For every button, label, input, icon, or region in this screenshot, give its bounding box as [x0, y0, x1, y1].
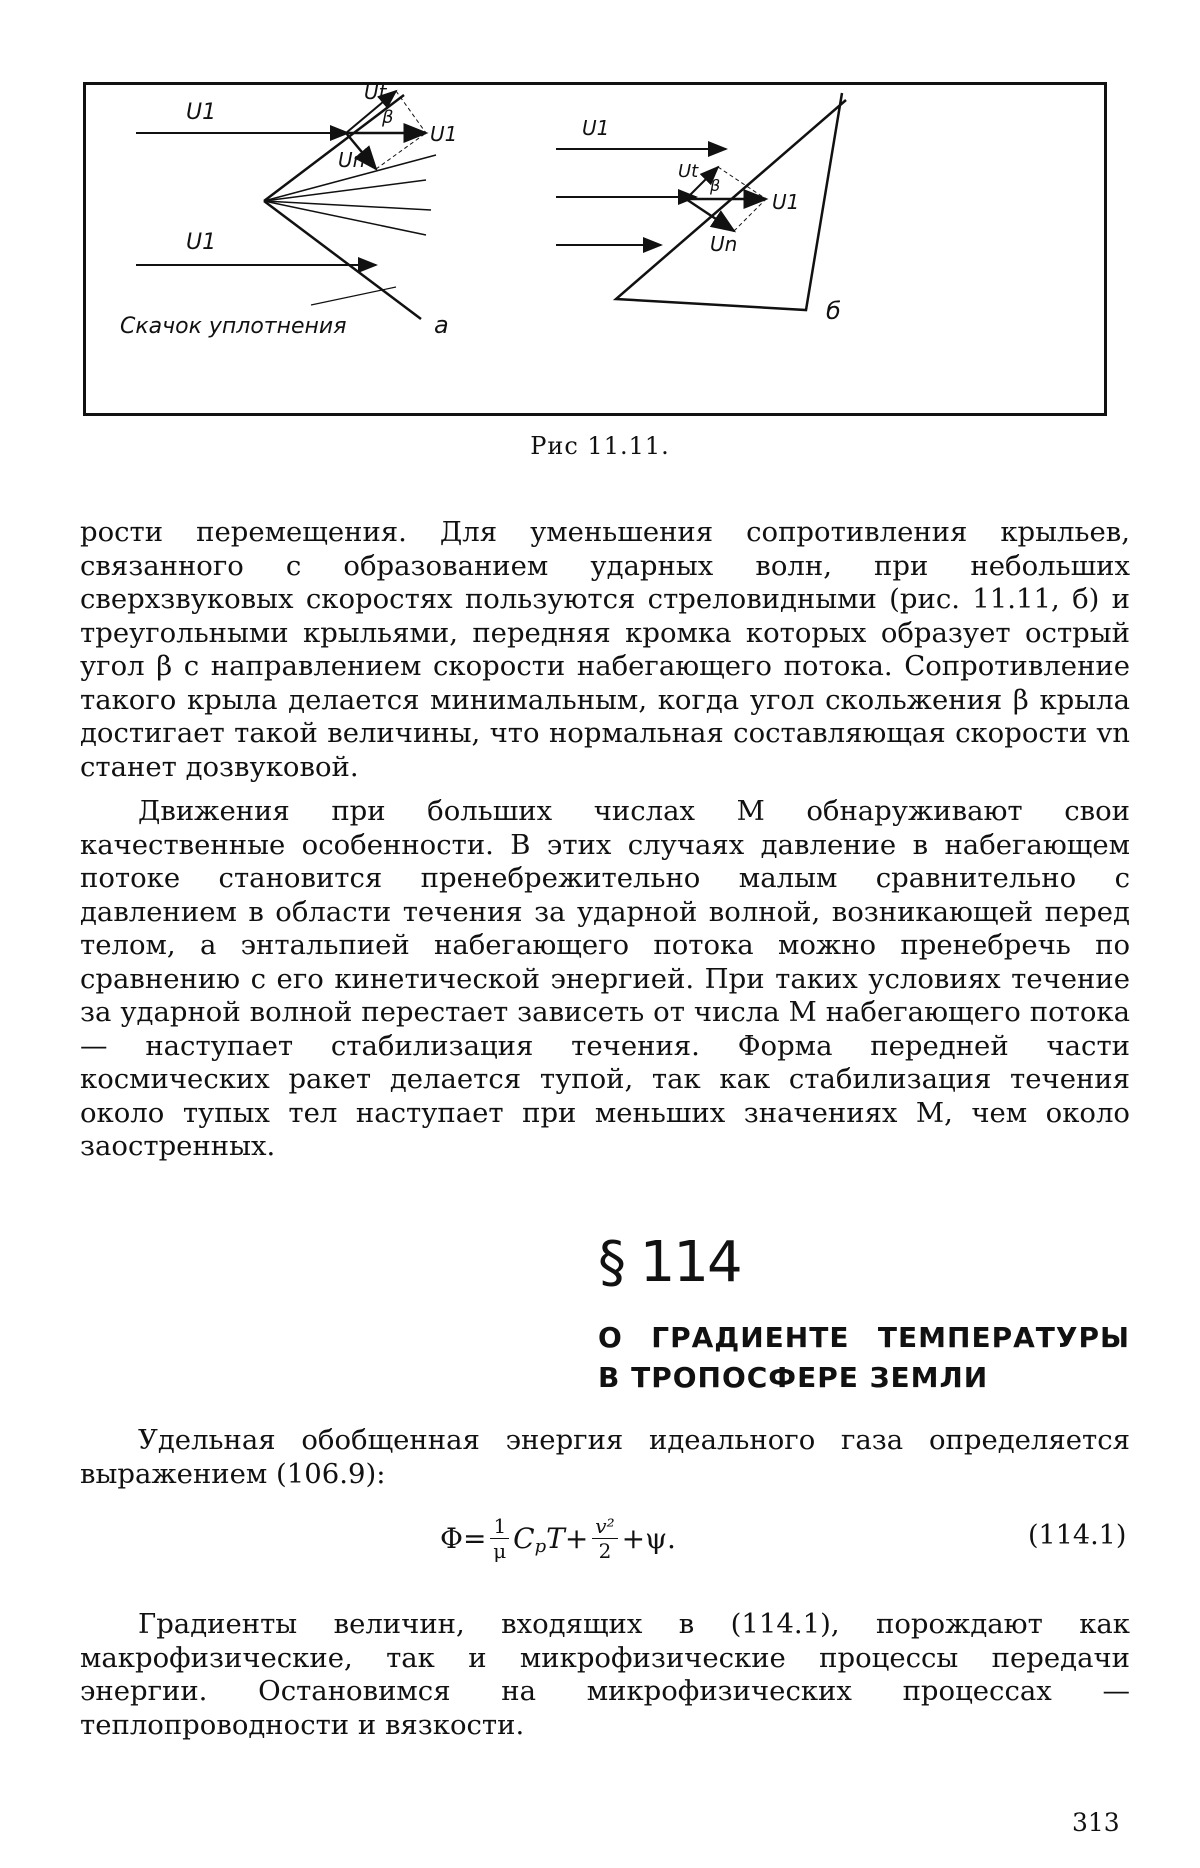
formula-plus-2: + — [621, 1521, 646, 1555]
figure-11-11 — [83, 82, 1107, 416]
label-v1-arrow-right: U1 — [772, 190, 800, 214]
section-title-word-1: О — [598, 1321, 623, 1354]
label-vn-left: Un — [338, 148, 366, 172]
formula-cp-subscript: p — [534, 1535, 547, 1557]
fraction-1-numerator: 1 — [490, 1514, 509, 1539]
section-title — [598, 1318, 1130, 1398]
label-vn-right: Un — [710, 232, 738, 256]
label-vt-right: Ut — [678, 161, 699, 182]
paragraph-3: Удельная обобщенная энергия идеального газа определяется выражением (106.9): — [80, 1424, 1130, 1490]
formula-lhs: Φ — [440, 1521, 463, 1555]
label-beta-right: β — [710, 176, 721, 195]
formula-plus-1: + — [564, 1521, 589, 1555]
figure-caption: Рис 11.11. — [530, 432, 670, 460]
label-vt-left: Ut — [364, 85, 387, 104]
page-number: 313 — [1072, 1808, 1120, 1837]
fraction-2-denominator: 2 — [598, 1538, 612, 1563]
paragraph-4: Градиенты величин, входящих в (114.1), порождают как макрофизические, так и микрофизические процессы передачи энергии. Остановимся на микрофизических процессах — теплопроводности и вязкости. — [80, 1608, 1130, 1741]
label-v1-left-top: U1 — [186, 100, 217, 125]
section-title-word-3: ТЕМПЕРАТУРЫ — [877, 1321, 1130, 1354]
label-v1-left-bottom: U1 — [186, 230, 217, 255]
section-title-line-2: В ТРОПОСФЕРЕ ЗЕМЛИ — [598, 1361, 989, 1394]
formula-psi: ψ. — [645, 1521, 676, 1555]
label-panel-b: б — [826, 297, 841, 325]
formula-t: T — [546, 1521, 565, 1555]
label-v1-right-top: U1 — [582, 116, 610, 140]
section-number: § 114 — [598, 1230, 741, 1295]
label-beta-left: β — [382, 107, 394, 128]
formula-fraction-2 — [592, 1514, 617, 1563]
figure-drawing — [86, 85, 1104, 413]
fraction-1-denominator: μ — [493, 1538, 507, 1563]
label-v1-arrow-left: U1 — [430, 122, 458, 146]
paragraph-1: рости перемещения. Для уменьшения сопротивления крыльев, связанного с образованием ударных волн, при небольших сверхзвуковых скоростях пользуются стреловидными (рис. 11.11, б) и треугольными крыльями, передняя кромка которых образует острый угол β с направлением скорости набегающего потока. Сопротивление такого крыла делается минимальным, когда угол скольжения β крыла достигает такой величины, что нормальная составляющая скорости vn станет дозвуковой. — [80, 516, 1130, 783]
section-title-line-1 — [598, 1318, 1130, 1358]
section-title-word-2: ГРАДИЕНТЕ — [651, 1321, 850, 1354]
formula-114-1 — [440, 1498, 676, 1578]
fraction-2-numerator: v² — [592, 1514, 617, 1539]
formula-fraction-1 — [490, 1514, 509, 1563]
label-shock: Скачок уплотнения — [120, 314, 347, 339]
paragraph-2: Движения при больших числах М обнаруживают свои качественные особенности. В этих случаях давление в набегающем потоке становится пренебрежительно малым сравнительно с давлением в области течения за ударной волной, возникающей перед телом, а энтальпией набегающего потока можно пренебречь по сравнению с его кинетической энергией. При таких условиях течение за ударной волной перестает зависеть от числа М набегающего потока — наступает стабилизация течения. Форма передней части космических ракет делается тупой, так как стабилизация течения около тупых тел наступает при меньших значениях М, чем около заостренных. — [80, 795, 1130, 1162]
formula-equals: = — [462, 1521, 487, 1555]
formula-cp: C — [513, 1521, 535, 1555]
equation-number: (114.1) — [1028, 1520, 1127, 1551]
label-panel-a: а — [434, 311, 449, 339]
